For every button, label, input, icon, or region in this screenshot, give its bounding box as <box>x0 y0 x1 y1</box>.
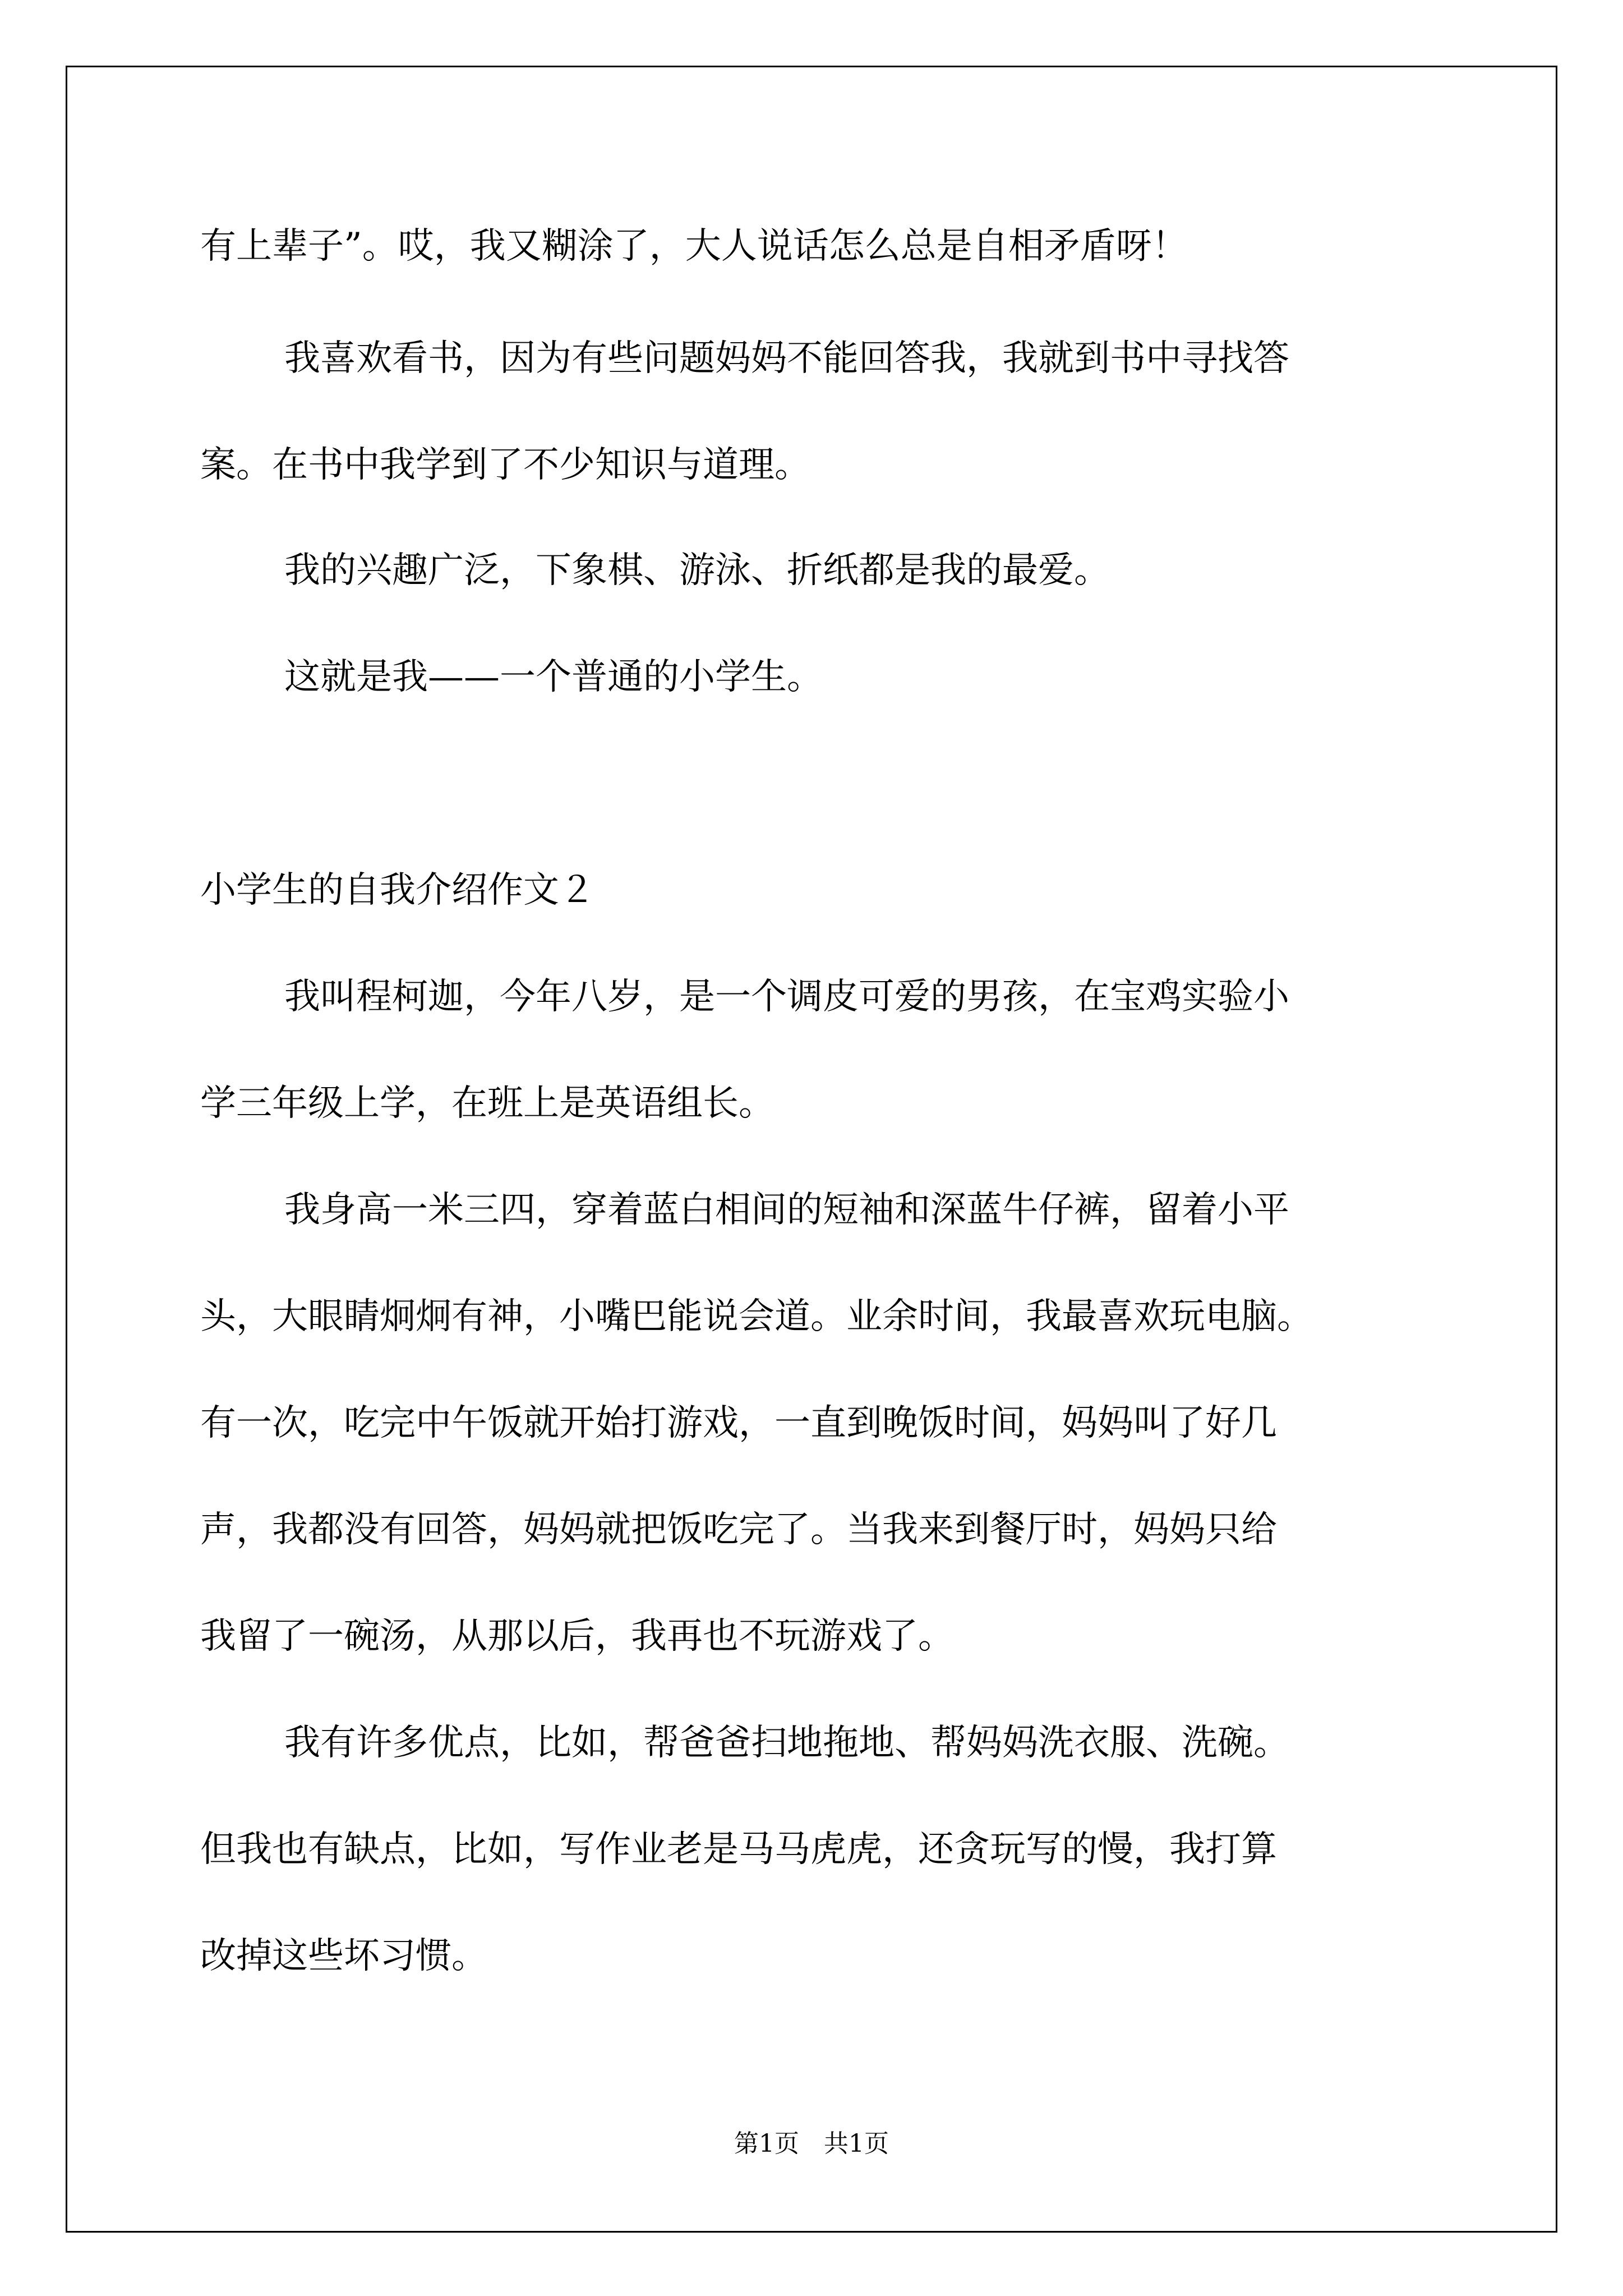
text-line: 学三年级上学，在班上是英语组长。 <box>200 1083 774 1124</box>
section-heading: 小学生的自我介绍作文２ <box>200 869 595 911</box>
text-line: 声，我都没有回答，妈妈就把饭吃完了。当我来到餐厅时，妈妈只给 <box>200 1509 1277 1550</box>
text-line: 我喜欢看书，因为有些问题妈妈不能回答我，我就到书中寻找答 <box>284 338 1289 379</box>
text-line: 我叫程柯迦，今年八岁，是一个调皮可爱的男孩，在宝鸡实验小 <box>284 976 1289 1018</box>
page-number-footer: 第1页 共1页 <box>734 2129 889 2158</box>
text-line: 我留了一碗汤，从那以后，我再也不玩游戏了。 <box>200 1616 954 1657</box>
text-line: 有上辈子”。哎，我又糊涂了，大人说话怎么总是自相矛盾呀！ <box>200 226 1188 267</box>
text-line: 有一次，吃完中午饭就开始打游戏，一直到晚饭时间，妈妈叫了好几 <box>200 1402 1277 1444</box>
text-line: 案。在书中我学到了不少知识与道理。 <box>200 444 810 486</box>
text-line: 我有许多优点，比如，帮爸爸扫地拖地、帮妈妈洗衣服、洗碗。 <box>284 1722 1289 1764</box>
text-line: 这就是我——一个普通的小学生。 <box>284 656 823 698</box>
text-line: 我身高一米三四，穿着蓝白相间的短袖和深蓝牛仔裤，留着小平 <box>284 1189 1289 1231</box>
text-line: 但我也有缺点，比如，写作业老是马马虎虎，还贪玩写的慢，我打算 <box>200 1829 1277 1870</box>
text-line: 改掉这些坏习惯。 <box>200 1935 487 1977</box>
text-line: 头，大眼睛炯炯有神，小嘴巴能说会道。业余时间，我最喜欢玩电脑。 <box>200 1296 1313 1337</box>
text-line: 我的兴趣广泛，下象棋、游泳、折纸都是我的最爱。 <box>284 550 1110 591</box>
page-border <box>66 66 1557 2233</box>
